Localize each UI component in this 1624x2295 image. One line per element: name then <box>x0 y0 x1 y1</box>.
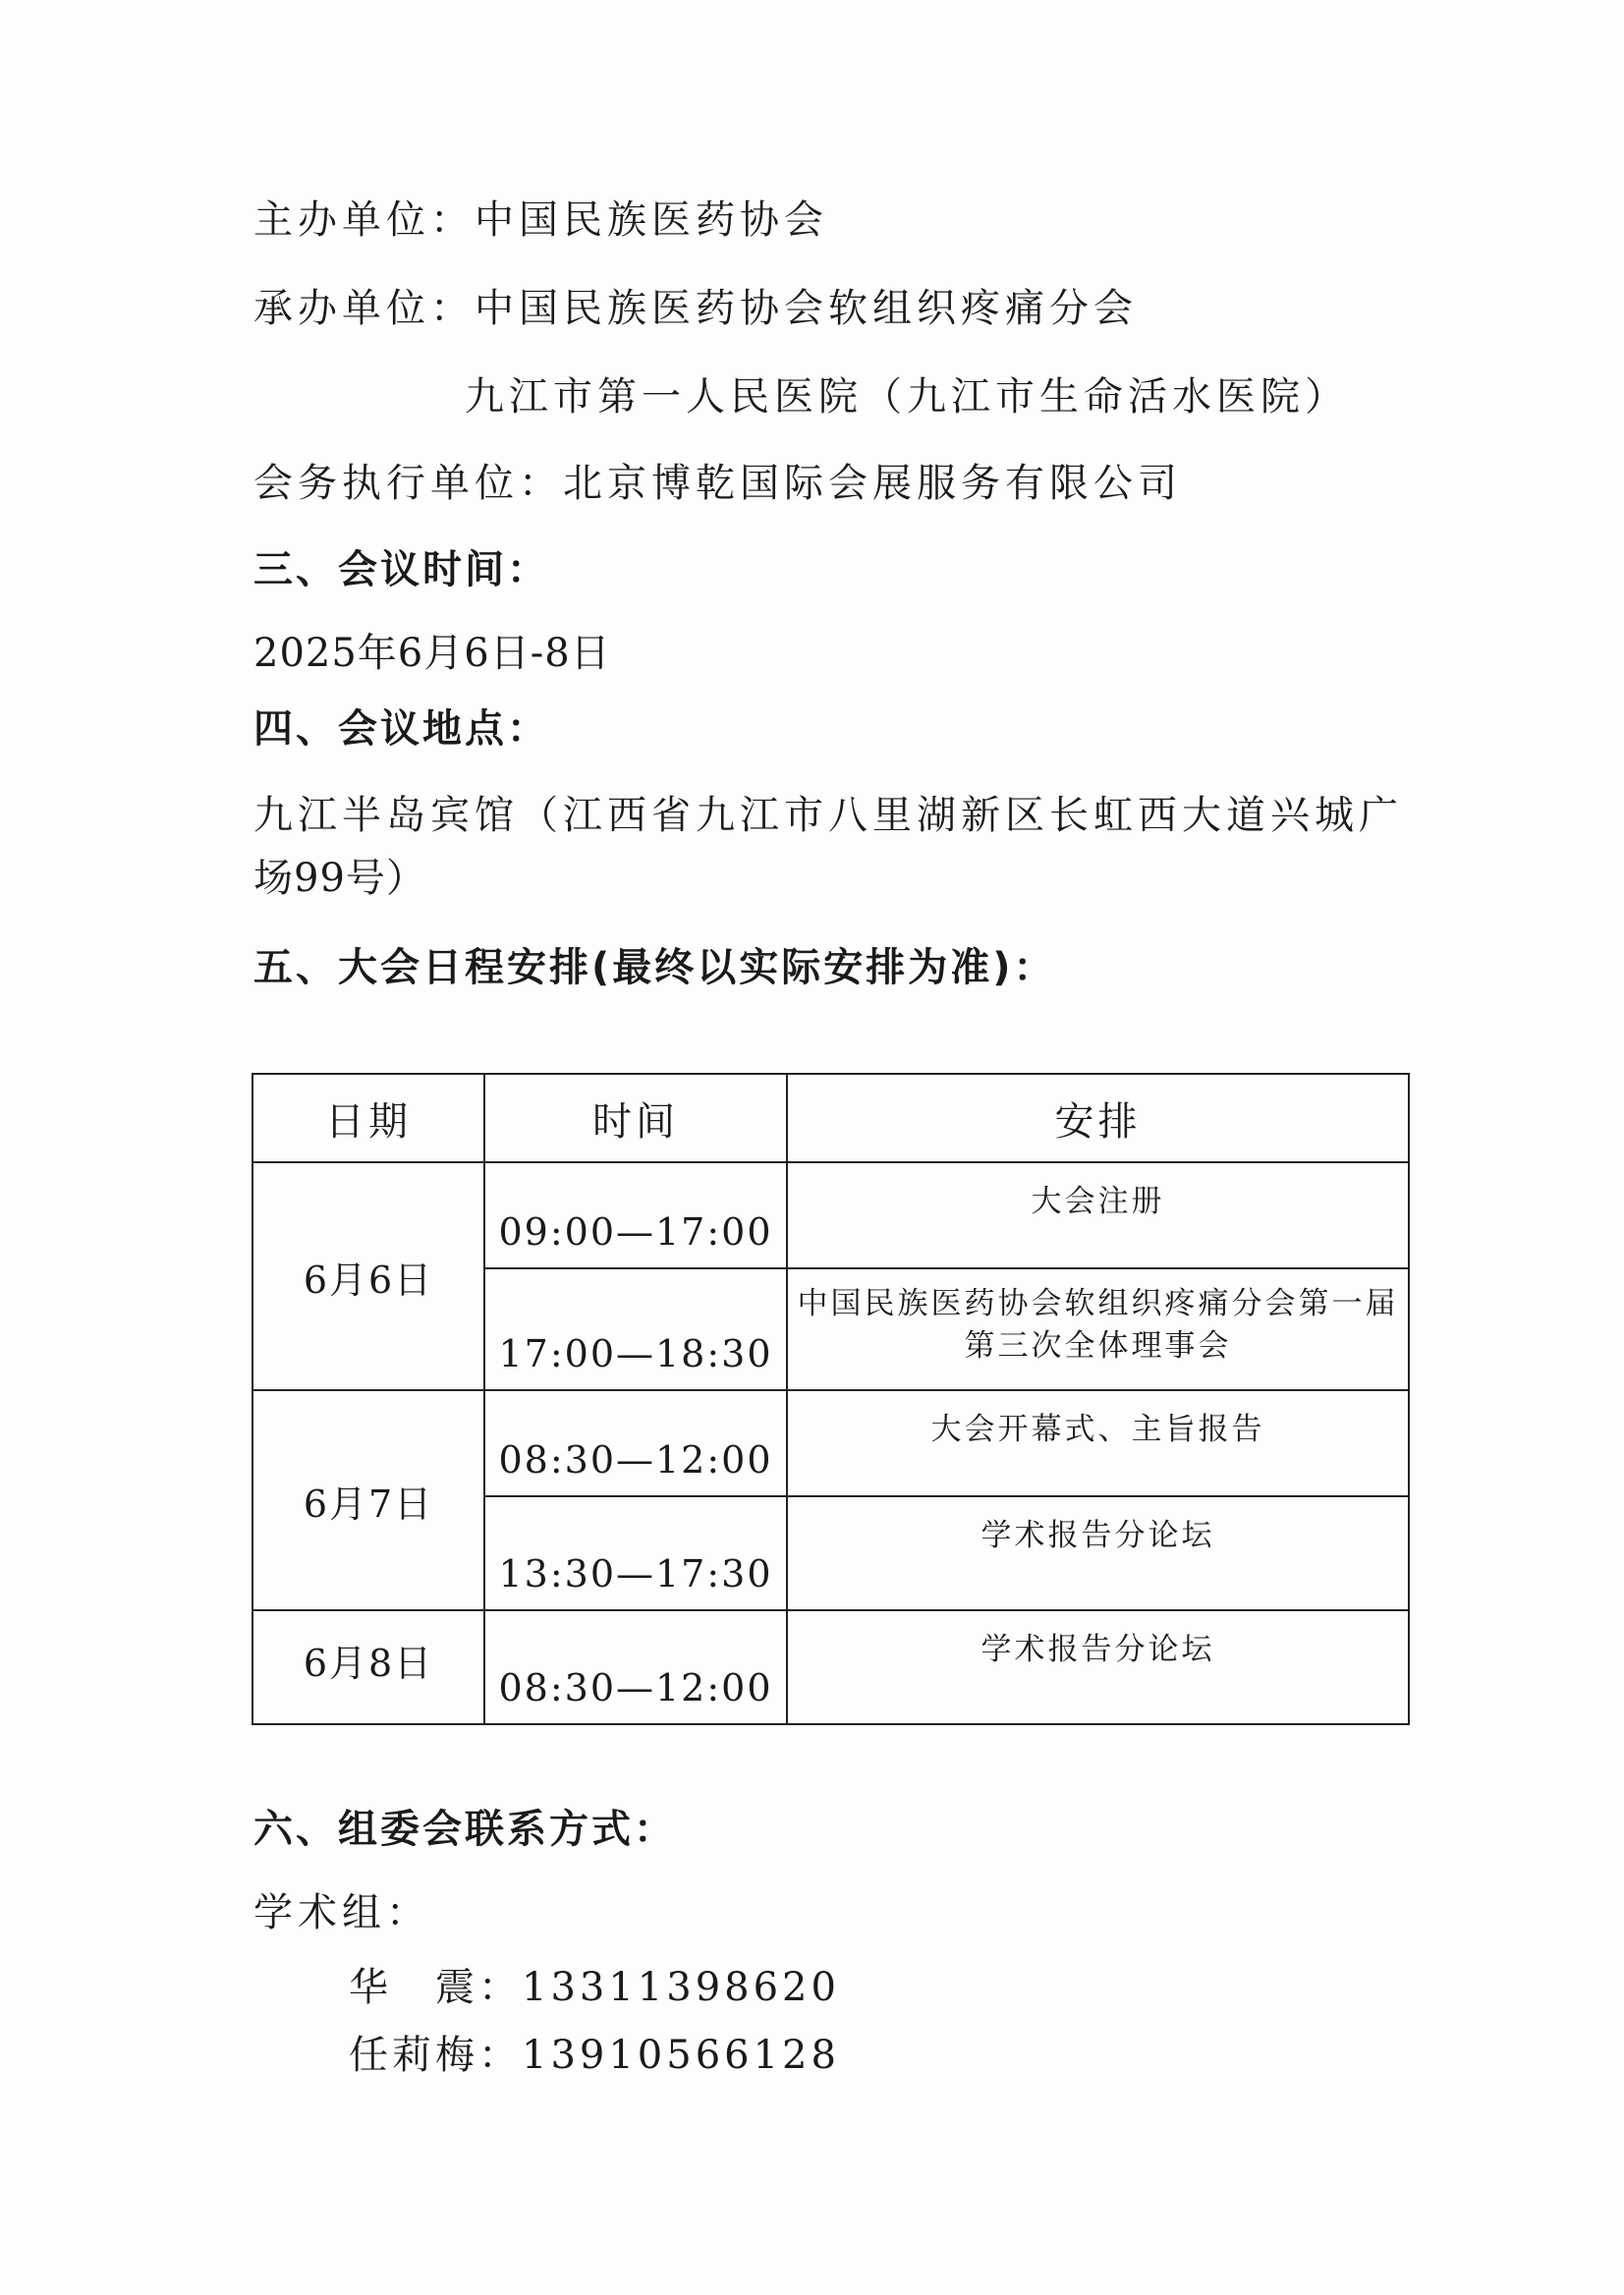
header-date: 日期 <box>252 1074 484 1162</box>
arrangement-cell <box>787 1268 1409 1390</box>
time-cell: 09:00—17:00 <box>484 1162 787 1268</box>
organizer-unit: 承办单位：中国民族医药协会软组织疼痛分会 <box>253 286 1138 331</box>
meeting-time: 2025年6月6日-8日 <box>253 631 611 676</box>
time-cell: 13:30—17:30 <box>484 1496 787 1610</box>
schedule-table <box>252 1073 1410 1725</box>
section-heading-schedule: 五、大会日程安排(最终以实际安排为准)： <box>253 945 1056 990</box>
meeting-place-line2: 场99号） <box>253 856 426 901</box>
arrangement-cell: 学术报告分论坛 <box>787 1496 1409 1610</box>
date-cell: 6月8日 <box>252 1610 484 1724</box>
header-time: 时间 <box>484 1074 787 1162</box>
time-cell: 08:30—12:00 <box>484 1390 787 1496</box>
section-heading-time: 三、会议时间： <box>253 547 549 592</box>
table-row <box>252 1162 1409 1268</box>
arrangement-cell: 学术报告分论坛 <box>787 1610 1409 1724</box>
executor-unit: 会务执行单位：北京博乾国际会展服务有限公司 <box>253 461 1182 506</box>
contact-group: 学术组： <box>253 1890 430 1935</box>
header-arrangement: 安排 <box>787 1074 1409 1162</box>
contact-name: 任莉梅 <box>349 2033 478 2078</box>
section-heading-place: 四、会议地点： <box>253 706 549 752</box>
meeting-place-line1: 九江半岛宾馆（江西省九江市八里湖新区长虹西大道兴城广 <box>253 793 1403 838</box>
table-header-row <box>252 1074 1409 1162</box>
contact-person <box>349 1965 840 2010</box>
time-cell: 08:30—12:00 <box>484 1610 787 1724</box>
date-cell: 6月6日 <box>252 1162 484 1390</box>
contact-separator: ： <box>478 2033 522 2078</box>
arrangement-cell: 大会开幕式、主旨报告 <box>787 1390 1409 1496</box>
contact-name: 华 震 <box>349 1965 478 2010</box>
host-unit: 主办单位：中国民族医药协会 <box>253 197 828 243</box>
arrangement-line: 第三次全体理事会 <box>964 1328 1232 1365</box>
contact-phone: 13910566128 <box>522 2033 840 2078</box>
section-heading-contact: 六、组委会联系方式： <box>253 1807 676 1852</box>
organizer-unit-2: 九江市第一人民医院（九江市生命活水医院） <box>465 374 1349 420</box>
contact-person <box>349 2033 840 2078</box>
arrangement-cell: 大会注册 <box>787 1162 1409 1268</box>
table-row <box>252 1390 1409 1496</box>
arrangement-line: 中国民族医药协会软组织疼痛分会第一届 <box>797 1286 1399 1321</box>
table-row <box>252 1610 1409 1724</box>
time-cell: 17:00—18:30 <box>484 1268 787 1390</box>
date-cell: 6月7日 <box>252 1390 484 1610</box>
contact-separator: ： <box>478 1965 522 2010</box>
contact-phone: 13311398620 <box>522 1965 840 2010</box>
